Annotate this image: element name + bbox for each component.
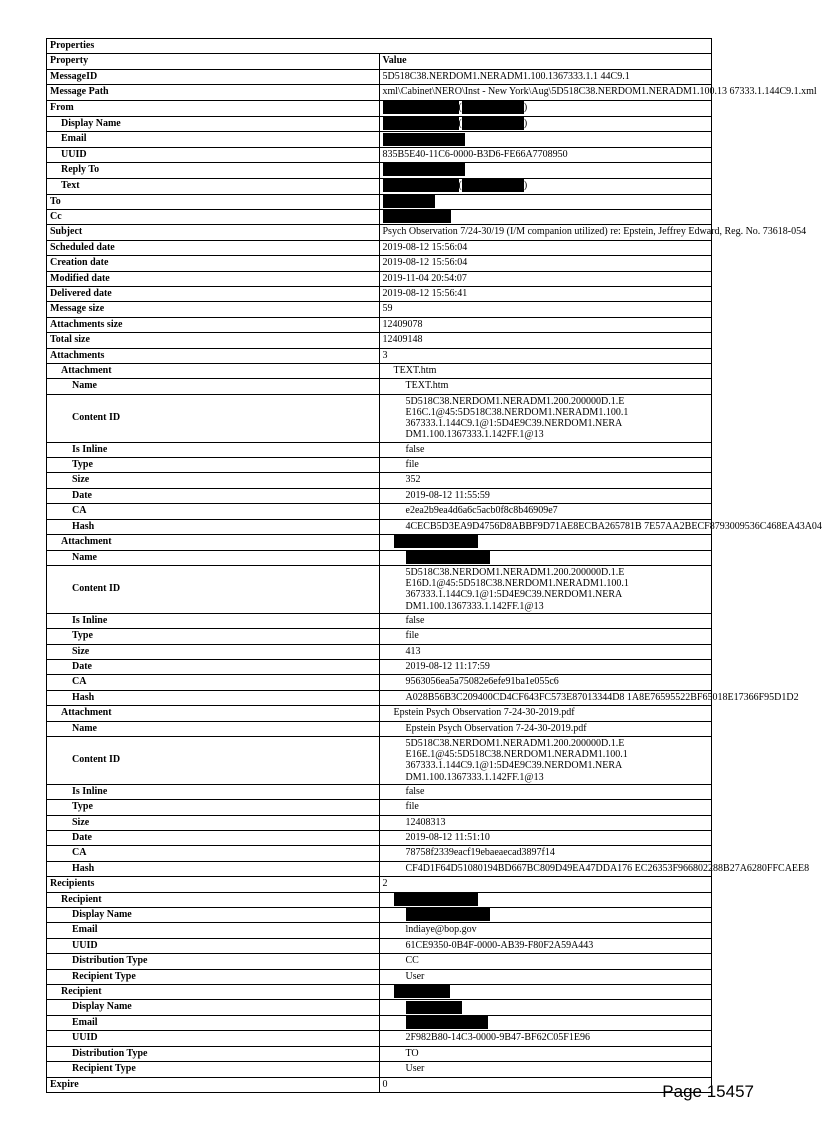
property-value: 5D518C38.NERDOM1.NERADM1.200.200000D.1.E E16D.1@45:5D518C38.NERDOM1.NERADM1.100.1 367333.1.144C9.1@1:5D4E9C39.NERDOM1.NERA DM1.100.1367333.1.142FF.1@13 — [379, 565, 712, 613]
redaction-box — [383, 210, 451, 223]
property-row-is-inline — [47, 613, 712, 628]
property-name: Delivered date — [47, 287, 380, 302]
property-row-attachment — [47, 535, 712, 550]
property-row-recipient-type — [47, 1062, 712, 1077]
property-name: Attachments size — [47, 317, 380, 332]
property-name: Date — [47, 488, 380, 503]
property-name: Attachments — [47, 348, 380, 363]
redaction-box — [406, 908, 490, 921]
property-name: Hash — [47, 519, 380, 534]
property-value: file — [379, 629, 712, 644]
property-name: Is Inline — [47, 784, 380, 799]
property-name: UUID — [47, 938, 380, 953]
redacted-value: ( ) — [379, 100, 712, 116]
property-value: 12409078 — [379, 317, 712, 332]
property-value: 0 — [379, 1077, 712, 1092]
property-name: Total size — [47, 333, 380, 348]
redaction-box — [383, 117, 459, 130]
property-name: CA — [47, 846, 380, 861]
property-row-property — [47, 54, 712, 69]
property-value: 2019-08-12 15:56:04 — [379, 256, 712, 271]
property-row-recipient — [47, 985, 712, 1000]
page-number: Page 15457 — [662, 1082, 754, 1101]
redacted-value — [379, 535, 712, 550]
section-title: Properties — [47, 39, 712, 54]
property-row-uuid — [47, 1031, 712, 1046]
property-value: file — [379, 800, 712, 815]
property-name: Is Inline — [47, 613, 380, 628]
property-name: CA — [47, 504, 380, 519]
property-row-display-name — [47, 908, 712, 923]
property-name: Date — [47, 831, 380, 846]
redaction-box — [394, 985, 450, 998]
redacted-value: ( ) — [379, 178, 712, 194]
property-row-email — [47, 923, 712, 938]
property-name: From — [47, 100, 380, 116]
property-value: 2 — [379, 877, 712, 892]
property-name: Display Name — [47, 116, 380, 132]
property-value: 835B5E40-11C6-0000-B3D6-FE66A7708950 — [379, 147, 712, 162]
property-value: 5D518C38.NERDOM1.NERADM1.100.1367333.1.1 44C9.1 — [379, 69, 712, 84]
property-name: Reply To — [47, 163, 380, 178]
property-row-recipient — [47, 892, 712, 907]
property-name: Date — [47, 659, 380, 674]
property-name: Expire — [47, 1077, 380, 1092]
property-name: Size — [47, 473, 380, 488]
property-value: User — [379, 969, 712, 984]
property-value: 5D518C38.NERDOM1.NERADM1.200.200000D.1.E E16E.1@45:5D518C38.NERDOM1.NERADM1.100.1 367333.1.144C9.1@1:5D4E9C39.NERDOM1.NERA DM1.100.1367333.1.142FF.1@13 — [379, 736, 712, 784]
property-row-properties — [47, 39, 712, 54]
redaction-box — [406, 551, 490, 564]
property-name: MessageID — [47, 69, 380, 84]
property-row-hash — [47, 519, 712, 534]
property-name: Recipient — [47, 985, 380, 1000]
property-value: 61CE9350-0B4F-0000-AB39-F80F2A59A443 — [379, 938, 712, 953]
property-row-messageid — [47, 69, 712, 84]
property-name: Size — [47, 815, 380, 830]
property-name: To — [47, 194, 380, 209]
property-name: Type — [47, 800, 380, 815]
property-row-date — [47, 488, 712, 503]
property-name: Recipient Type — [47, 969, 380, 984]
property-value: lndiaye@bop.gov — [379, 923, 712, 938]
property-value: TO — [379, 1046, 712, 1061]
property-name: Distribution Type — [47, 954, 380, 969]
property-row-attachment — [47, 364, 712, 379]
property-row-content-id — [47, 736, 712, 784]
property-row-message-size — [47, 302, 712, 317]
redaction-box — [383, 163, 465, 176]
redaction-box — [406, 1016, 488, 1029]
property-row-delivered-date — [47, 287, 712, 302]
property-name: CA — [47, 675, 380, 690]
redaction-box — [383, 133, 465, 146]
property-name: Attachment — [47, 364, 380, 379]
property-row-size — [47, 473, 712, 488]
property-value: 78758f2339eacf19ebaeaecad3897f14 — [379, 846, 712, 861]
redacted-value — [379, 209, 712, 224]
redacted-value — [379, 908, 712, 923]
redaction-box — [394, 893, 478, 906]
property-value: TEXT.htm — [379, 364, 712, 379]
property-name: Property — [47, 54, 380, 69]
property-value: file — [379, 458, 712, 473]
property-name: Subject — [47, 225, 380, 240]
property-value: Psych Observation 7/24-30/19 (I/M companion utilized) re: Epstein, Jeffrey Edward, Reg. No. 73618-054 — [379, 225, 712, 240]
property-name: Distribution Type — [47, 1046, 380, 1061]
property-name: Recipient Type — [47, 1062, 380, 1077]
property-name: Content ID — [47, 565, 380, 613]
property-row-ca — [47, 675, 712, 690]
property-value: 2019-08-12 11:51:10 — [379, 831, 712, 846]
redacted-value — [379, 194, 712, 209]
property-value: 12409148 — [379, 333, 712, 348]
property-row-modified-date — [47, 271, 712, 286]
property-row-is-inline — [47, 784, 712, 799]
property-name: Email — [47, 923, 380, 938]
property-row-uuid — [47, 147, 712, 162]
property-value: User — [379, 1062, 712, 1077]
property-row-from — [47, 100, 712, 116]
property-name: Display Name — [47, 908, 380, 923]
property-name: Display Name — [47, 1000, 380, 1015]
property-row-message-path — [47, 85, 712, 100]
property-row-recipient-type — [47, 969, 712, 984]
redaction-box — [383, 179, 459, 192]
property-value: 12408313 — [379, 815, 712, 830]
redacted-value — [379, 1000, 712, 1015]
property-row-date — [47, 659, 712, 674]
property-row-ca — [47, 846, 712, 861]
property-row-attachment — [47, 706, 712, 721]
property-name: Name — [47, 721, 380, 736]
property-row-type — [47, 629, 712, 644]
property-value: CF4D1F64D51080194BD667BC809D49EA47DDA176 EC26353F966802288B27A6280FFCAEE8 — [379, 861, 712, 876]
property-value: e2ea2b9ea4d6a6c5acb0f8c8b46909e7 — [379, 504, 712, 519]
redacted-value — [379, 892, 712, 907]
property-value: 2F982B80-14C3-0000-9B47-BF62C05F1E96 — [379, 1031, 712, 1046]
property-name: Cc — [47, 209, 380, 224]
property-row-creation-date — [47, 256, 712, 271]
property-row-date — [47, 831, 712, 846]
property-name: Content ID — [47, 394, 380, 442]
property-name: Scheduled date — [47, 240, 380, 255]
property-value: false — [379, 784, 712, 799]
property-value: 4CECB5D3EA9D4756D8ABBF9D71AE8ECBA265781B 7E57AA2BECF8793009536C468EA43A04 — [379, 519, 712, 534]
property-value: 2019-08-12 11:17:59 — [379, 659, 712, 674]
redaction-box — [462, 179, 524, 192]
property-row-name — [47, 550, 712, 565]
property-name: Text — [47, 178, 380, 194]
property-row-email — [47, 132, 712, 147]
property-row-content-id — [47, 394, 712, 442]
property-row-scheduled-date — [47, 240, 712, 255]
redacted-value — [379, 1015, 712, 1030]
property-value: 2019-08-12 15:56:04 — [379, 240, 712, 255]
property-row-subject — [47, 225, 712, 240]
property-name: Email — [47, 132, 380, 147]
property-value: 3 — [379, 348, 712, 363]
property-name: Modified date — [47, 271, 380, 286]
property-row-distribution-type — [47, 954, 712, 969]
property-name: Size — [47, 644, 380, 659]
property-row-type — [47, 800, 712, 815]
property-row-hash — [47, 690, 712, 705]
property-name: Is Inline — [47, 442, 380, 457]
property-row-attachments-size — [47, 317, 712, 332]
property-row-to — [47, 194, 712, 209]
property-name: Type — [47, 458, 380, 473]
property-value: 2019-08-12 11:55:59 — [379, 488, 712, 503]
property-value: Epstein Psych Observation 7-24-30-2019.pdf — [379, 706, 712, 721]
property-row-name — [47, 721, 712, 736]
redacted-value — [379, 132, 712, 147]
property-row-recipients — [47, 877, 712, 892]
property-value: false — [379, 613, 712, 628]
property-name: UUID — [47, 147, 380, 162]
property-value: A028B56B3C209400CD4CF643FC573E87013344D8 1A8E76595522BF65018E17366F95D1D2 — [379, 690, 712, 705]
property-value: TEXT.htm — [379, 379, 712, 394]
property-name: Attachment — [47, 706, 380, 721]
property-name: Hash — [47, 861, 380, 876]
property-row-reply-to — [47, 163, 712, 178]
property-value: xml\Cabinet\NERO\Inst - New York\Aug\5D518C38.NERDOM1.NERADM1.100.13 67333.1.144C9.1.xml — [379, 85, 712, 100]
property-row-ca — [47, 504, 712, 519]
property-name: Type — [47, 629, 380, 644]
property-row-is-inline — [47, 442, 712, 457]
redacted-value — [379, 985, 712, 1000]
property-row-attachments — [47, 348, 712, 363]
property-value: Epstein Psych Observation 7-24-30-2019.pdf — [379, 721, 712, 736]
property-name: Message Path — [47, 85, 380, 100]
property-row-display-name — [47, 1000, 712, 1015]
property-name: Creation date — [47, 256, 380, 271]
property-row-email — [47, 1015, 712, 1030]
redaction-box — [394, 535, 478, 548]
property-name: Name — [47, 379, 380, 394]
property-value: 2019-11-04 20:54:07 — [379, 271, 712, 286]
redaction-box — [462, 117, 524, 130]
redaction-box — [383, 195, 435, 208]
redacted-value: ( ) — [379, 116, 712, 132]
property-name: Message size — [47, 302, 380, 317]
property-name: Recipient — [47, 892, 380, 907]
property-row-uuid — [47, 938, 712, 953]
redacted-value — [379, 163, 712, 178]
property-value: 413 — [379, 644, 712, 659]
property-value: 2019-08-12 15:56:41 — [379, 287, 712, 302]
property-name: UUID — [47, 1031, 380, 1046]
property-value: 5D518C38.NERDOM1.NERADM1.200.200000D.1.E E16C.1@45:5D518C38.NERDOM1.NERADM1.100.1 367333.1.144C9.1@1:5D4E9C39.NERDOM1.NERA DM1.100.1367333.1.142FF.1@13 — [379, 394, 712, 442]
property-row-total-size — [47, 333, 712, 348]
property-row-name — [47, 379, 712, 394]
property-name: Hash — [47, 690, 380, 705]
property-row-type — [47, 458, 712, 473]
property-row-size — [47, 815, 712, 830]
redacted-value — [379, 550, 712, 565]
property-row-expire — [47, 1077, 712, 1092]
redaction-box — [406, 1001, 462, 1014]
property-row-size — [47, 644, 712, 659]
property-name: Email — [47, 1015, 380, 1030]
property-value: 9563056ea5a75082e6efe91ba1e055c6 — [379, 675, 712, 690]
property-name: Content ID — [47, 736, 380, 784]
property-value: Value — [379, 54, 712, 69]
property-row-content-id — [47, 565, 712, 613]
property-name: Attachment — [47, 535, 380, 550]
property-value: 59 — [379, 302, 712, 317]
property-row-distribution-type — [47, 1046, 712, 1061]
property-row-display-name — [47, 116, 712, 132]
property-row-hash — [47, 861, 712, 876]
property-name: Name — [47, 550, 380, 565]
property-value: CC — [379, 954, 712, 969]
property-row-text — [47, 178, 712, 194]
redaction-box — [383, 101, 459, 114]
redaction-box — [462, 101, 524, 114]
property-row-cc — [47, 209, 712, 224]
property-name: Recipients — [47, 877, 380, 892]
property-value: 352 — [379, 473, 712, 488]
property-value: false — [379, 442, 712, 457]
